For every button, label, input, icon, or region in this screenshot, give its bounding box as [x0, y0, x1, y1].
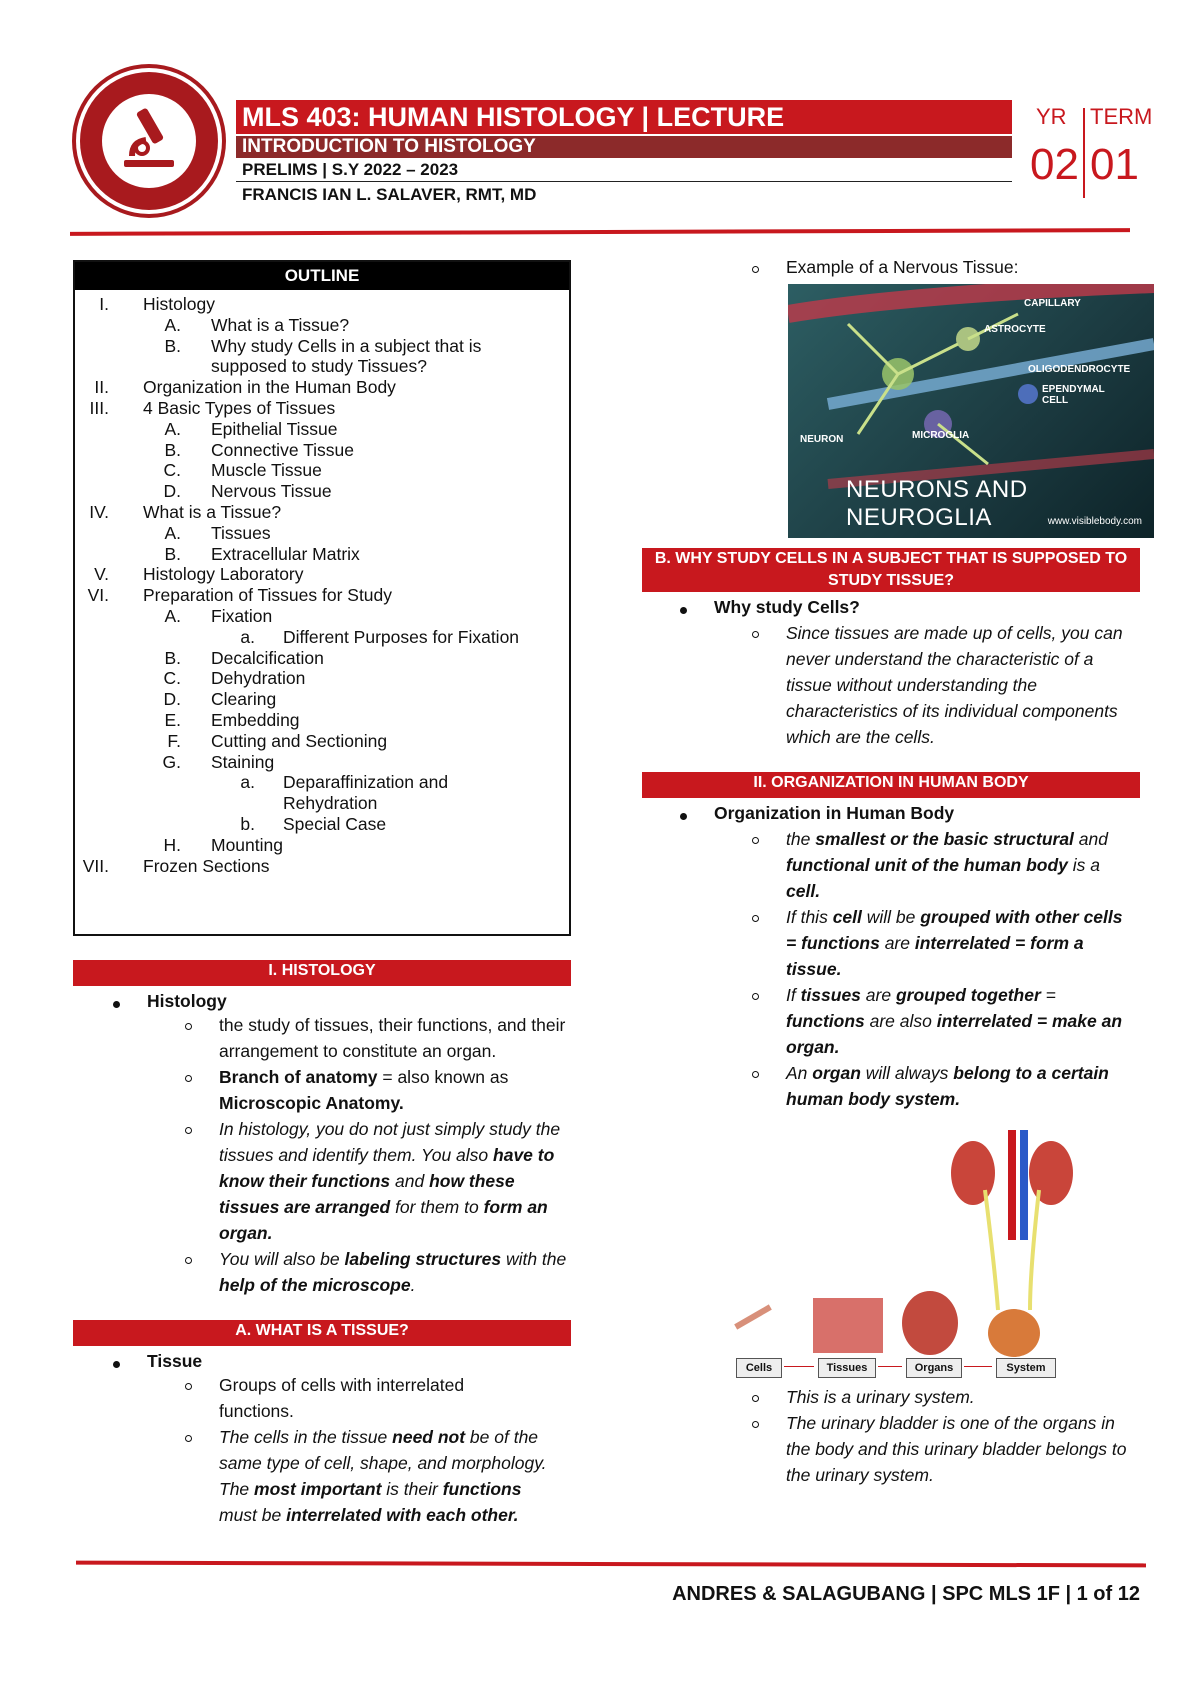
bullet-icon — [680, 813, 687, 820]
outline-item — [75, 523, 565, 544]
outline-item-label: What is a Tissue? — [211, 314, 350, 335]
outline-item-number: D. — [163, 481, 181, 502]
text-run: are — [860, 985, 896, 1005]
outline-item-label: Mounting — [211, 834, 283, 855]
organization-cell-note — [786, 826, 1136, 904]
divider — [1083, 108, 1085, 198]
outline-item-number: a. — [240, 772, 255, 793]
image-label: MICROGLIA — [912, 430, 970, 441]
outline-item-label: Histology Laboratory — [143, 564, 304, 585]
section-heading-tissue: A. WHAT IS A TISSUE? — [73, 1320, 571, 1346]
histology-note — [219, 1116, 569, 1246]
outline-item-label: Histology — [143, 294, 215, 314]
outline-item-number: V. — [94, 564, 109, 585]
outline-item-label: Dehydration — [211, 668, 306, 689]
outline-item — [75, 856, 565, 877]
outline-item-label: Different Purposes for Fixation — [283, 626, 520, 647]
tissue-definition: Groups of cells with interrelated functions. — [219, 1375, 465, 1421]
outline-item-number: VII. — [82, 855, 109, 876]
outline-item-label: Tissues — [211, 522, 271, 543]
text-run: have to know their functions — [219, 1145, 555, 1191]
bullet-title: Why study Cells? — [714, 597, 860, 617]
text-run: is their — [381, 1479, 443, 1499]
outline-item — [75, 689, 565, 710]
outline-item — [75, 356, 565, 377]
outline-item-label: Extracellular Matrix — [211, 543, 360, 564]
image-label: ASTROCYTE — [984, 324, 1046, 335]
outline-item-label: Rehydration — [283, 793, 378, 814]
outline-item-number: I. — [99, 294, 109, 314]
outline-item-number: C. — [163, 668, 181, 689]
text-run: and — [390, 1171, 430, 1191]
outline-item-number: A. — [164, 418, 181, 439]
text-run: for them to — [390, 1197, 484, 1217]
outline-item-number: G. — [162, 751, 181, 772]
text-run: help of the microscope — [219, 1275, 411, 1295]
urinary-system-illustration — [730, 1130, 1080, 1380]
outline-item-label: Fixation — [211, 606, 273, 626]
text-run: functions — [786, 1011, 865, 1031]
text-run: how these tissues are arranged — [219, 1171, 515, 1217]
text-run: interrelated with each other. — [286, 1505, 519, 1525]
bullet-icon — [752, 1421, 759, 1428]
outline-item — [75, 606, 565, 627]
outline-item-label: What is a Tissue? — [143, 502, 282, 522]
outline-item-label: Preparation of Tissues for Study — [143, 585, 393, 606]
text-run: labeling structures — [344, 1249, 502, 1269]
outline-item-number: b. — [240, 814, 255, 834]
outline-item — [75, 793, 565, 814]
tissue-note — [219, 1424, 559, 1528]
outline-item-number: C. — [163, 460, 181, 481]
text-run: If this — [786, 907, 833, 927]
organization-tissue-note — [786, 904, 1136, 982]
header-rule — [70, 228, 1130, 236]
outline-box — [73, 260, 571, 936]
section-heading-organization: II. ORGANIZATION IN HUMAN BODY — [642, 772, 1140, 798]
outline-item — [75, 440, 565, 461]
text-run: interrelated = make an organ. — [786, 1011, 1123, 1057]
term-value: 01 — [1090, 140, 1139, 189]
outline-item-label: Why study Cells in a subject that is — [211, 335, 482, 356]
histology-microscope-note — [219, 1246, 569, 1298]
text-run: = also known as — [377, 1067, 509, 1087]
outline-item-label: Muscle Tissue — [211, 460, 322, 481]
text-run: must be — [219, 1505, 287, 1525]
outline-item — [75, 731, 565, 752]
outline-title: OUTLINE — [75, 262, 569, 290]
text-run: form an organ. — [219, 1197, 548, 1243]
outline-item-label: Deparaffinization and — [283, 772, 449, 793]
outline-item — [75, 752, 565, 773]
text-run: grouped together — [895, 985, 1041, 1005]
bullet-title: Histology — [147, 991, 227, 1011]
arrow-right-icon — [964, 1366, 992, 1367]
outline-item — [75, 544, 565, 565]
term-line: PRELIMS | S.Y 2022 – 2023 — [242, 160, 459, 179]
outline-item — [75, 668, 565, 689]
outline-item-label: 4 Basic Types of Tissues — [143, 398, 336, 418]
text-run: You will also be — [219, 1249, 345, 1269]
text-run: functional unit of the human body — [786, 855, 1068, 875]
outline-item — [75, 772, 565, 793]
nervous-caption: Example of a Nervous Tissue: — [786, 257, 1019, 277]
outline-item-number: F. — [167, 730, 181, 751]
flow-step: Organs — [906, 1358, 962, 1378]
topic-title: INTRODUCTION TO HISTOLOGY — [236, 136, 1012, 158]
outline-item — [75, 294, 565, 315]
urinary-note-2: The urinary bladder is one of the organs in the body and this urinary bladder belongs to the urinary system. — [786, 1413, 1127, 1485]
outline-item — [75, 502, 565, 523]
bullet-icon — [680, 607, 687, 614]
outline-item — [75, 315, 565, 336]
text-run: need not — [392, 1427, 466, 1447]
course-title: MLS 403: HUMAN HISTOLOGY | LECTURE — [236, 100, 1012, 134]
outline-item — [75, 336, 565, 357]
why-cells-section — [642, 598, 1140, 748]
microscope-icon — [102, 94, 196, 188]
text-run: cell — [832, 907, 862, 927]
bullet-icon — [752, 837, 759, 844]
bullet-icon — [752, 1395, 759, 1402]
outline-item-label: Cutting and Sectioning — [211, 730, 388, 751]
outline-item-label: Organization in the Human Body — [143, 377, 396, 398]
outline-item-label: Frozen Sections — [143, 855, 270, 876]
yr-value: 02 — [1030, 140, 1079, 189]
outline-item-label: Clearing — [211, 689, 277, 710]
outline-item-label: Embedding — [211, 710, 300, 730]
section-heading-histology: I. HISTOLOGY — [73, 960, 571, 986]
text-run: are — [879, 933, 915, 953]
text-run: The cells in the tissue — [219, 1427, 393, 1447]
text-run: be of the same type of cell, shape, and morphology. The — [219, 1427, 547, 1499]
text-run: and — [1073, 829, 1108, 849]
outline-item-number: a. — [240, 626, 255, 647]
outline-item-number: H. — [163, 834, 181, 855]
image-label: NEURON — [800, 434, 844, 445]
tissue-section — [73, 1352, 571, 1552]
arrow-right-icon — [878, 1366, 902, 1367]
histology-branch — [219, 1064, 569, 1116]
outline-item-label: Epithelial Tissue — [211, 418, 338, 439]
bullet-icon — [752, 993, 759, 1000]
bullet-icon — [185, 1127, 192, 1134]
histology-section — [73, 992, 571, 1312]
outline-item-number: E. — [164, 710, 181, 730]
urinary-notes — [642, 1384, 1140, 1494]
text-run: interrelated = form a tissue. — [786, 933, 1084, 979]
histology-definition: the study of tissues, their functions, and their arrangement to constitute an organ. — [219, 1015, 566, 1061]
outline-item — [75, 460, 565, 481]
text-run: is a — [1067, 855, 1101, 875]
text-run: = — [1040, 985, 1056, 1005]
image-label: CAPILLARY — [1024, 298, 1081, 309]
year-term-block — [1030, 104, 1153, 204]
text-run: will be — [861, 907, 921, 927]
text-run: tissues — [800, 985, 861, 1005]
outline-item — [75, 710, 565, 731]
bullet-icon — [752, 1071, 759, 1078]
divider — [236, 181, 1012, 182]
text-run: . — [410, 1275, 416, 1295]
text-run: Microscopic Anatomy. — [219, 1093, 404, 1113]
urinary-system-image — [730, 1130, 1080, 1380]
text-run: functions — [442, 1479, 522, 1499]
text-run: with the — [501, 1249, 567, 1269]
outline-item — [75, 814, 565, 835]
outline-item-label: Connective Tissue — [211, 439, 354, 460]
page-footer: ANDRES & SALAGUBANG | SPC MLS 1F | 1 of 12 — [672, 1583, 1140, 1605]
image-label: OLIGODENDROCYTE — [1028, 364, 1131, 375]
course-logo — [80, 72, 218, 210]
bullet-icon — [752, 631, 759, 638]
image-title: NEURONS AND NEUROGLIA — [846, 476, 1028, 531]
text-run: are also — [864, 1011, 937, 1031]
image-watermark: www.visiblebody.com — [1047, 516, 1142, 527]
text-run: smallest or the basic structural — [815, 829, 1074, 849]
outline-item — [75, 648, 565, 669]
text-run: An — [786, 1063, 813, 1083]
outline-item — [75, 585, 565, 606]
outline-item — [75, 419, 565, 440]
section-heading-why-cells: B. WHY STUDY CELLS IN A SUBJECT THAT IS SUPPOSED TO STUDY TISSUE? — [642, 548, 1140, 592]
outline-item-number: D. — [163, 689, 181, 710]
outline-item-number: VI. — [87, 585, 109, 606]
outline-item-number: III. — [89, 398, 109, 418]
neurons-neuroglia-image — [788, 284, 1154, 538]
bullet-icon — [752, 915, 759, 922]
footer-rule — [76, 1561, 1146, 1568]
outline-item-label: Decalcification — [211, 647, 324, 668]
bullet-icon — [752, 266, 759, 273]
organization-organ-note — [786, 982, 1136, 1060]
outline-item-number: B. — [164, 543, 181, 564]
outline-item — [75, 377, 565, 398]
outline-item-label: Staining — [211, 751, 275, 772]
organization-system-note — [786, 1060, 1136, 1112]
bullet-icon — [113, 1001, 120, 1008]
term-label: TERM — [1090, 104, 1153, 129]
yr-label: YR — [1036, 104, 1067, 129]
organization-section — [642, 803, 1140, 1109]
bullet-icon — [185, 1383, 192, 1390]
text-run: Branch of anatomy — [219, 1067, 378, 1087]
outline-item-label: supposed to study Tissues? — [211, 356, 427, 377]
outline-item-number: A. — [164, 606, 181, 626]
outline-item-label: Nervous Tissue — [211, 481, 332, 502]
outline-item — [75, 627, 565, 648]
outline-item-number: A. — [164, 314, 181, 335]
text-run: will always — [860, 1063, 954, 1083]
outline-item — [75, 398, 565, 419]
bullet-title: Organization in Human Body — [714, 803, 955, 823]
text-run: belong to a certain human body system. — [786, 1063, 1109, 1109]
text-run: the — [786, 829, 816, 849]
text-run: In histology, you do not just simply study the tissues and identify them. You also — [219, 1119, 561, 1165]
arrow-right-icon — [784, 1366, 814, 1367]
outline-item-number: B. — [164, 335, 181, 356]
flow-step: Cells — [736, 1358, 782, 1378]
bullet-icon — [185, 1075, 192, 1082]
bullet-title: Tissue — [147, 1351, 203, 1371]
flow-step: Tissues — [818, 1358, 876, 1378]
author-line: FRANCIS IAN L. SALAVER, RMT, MD — [242, 185, 537, 204]
outline-item-number: IV. — [89, 502, 109, 522]
text-run: organ — [812, 1063, 861, 1083]
outline-item-number: B. — [164, 439, 181, 460]
outline-item — [75, 564, 565, 585]
bullet-icon — [185, 1023, 192, 1030]
urinary-note-1: This is a urinary system. — [786, 1387, 975, 1407]
outline-item-number: B. — [164, 647, 181, 668]
text-run: If — [786, 985, 801, 1005]
text-run: cell. — [786, 881, 821, 901]
bullet-icon — [185, 1257, 192, 1264]
outline-item-number: II. — [94, 377, 109, 398]
bullet-icon — [185, 1435, 192, 1442]
outline-item-label: Special Case — [283, 814, 387, 834]
why-cells-note: Since tissues are made up of cells, you can never understand the characteristic of a tissue without understanding the characteristics of its individual components which are the cells. — [786, 623, 1123, 747]
text-run: most important — [254, 1479, 382, 1499]
bullet-icon — [113, 1361, 120, 1368]
outline-item — [75, 835, 565, 856]
image-label: EPENDYMAL CELL — [1042, 384, 1105, 406]
text-run: grouped with other cells = functions — [786, 907, 1123, 953]
outline-item-number: A. — [164, 522, 181, 543]
outline-item — [75, 481, 565, 502]
flow-step: System — [996, 1358, 1056, 1378]
